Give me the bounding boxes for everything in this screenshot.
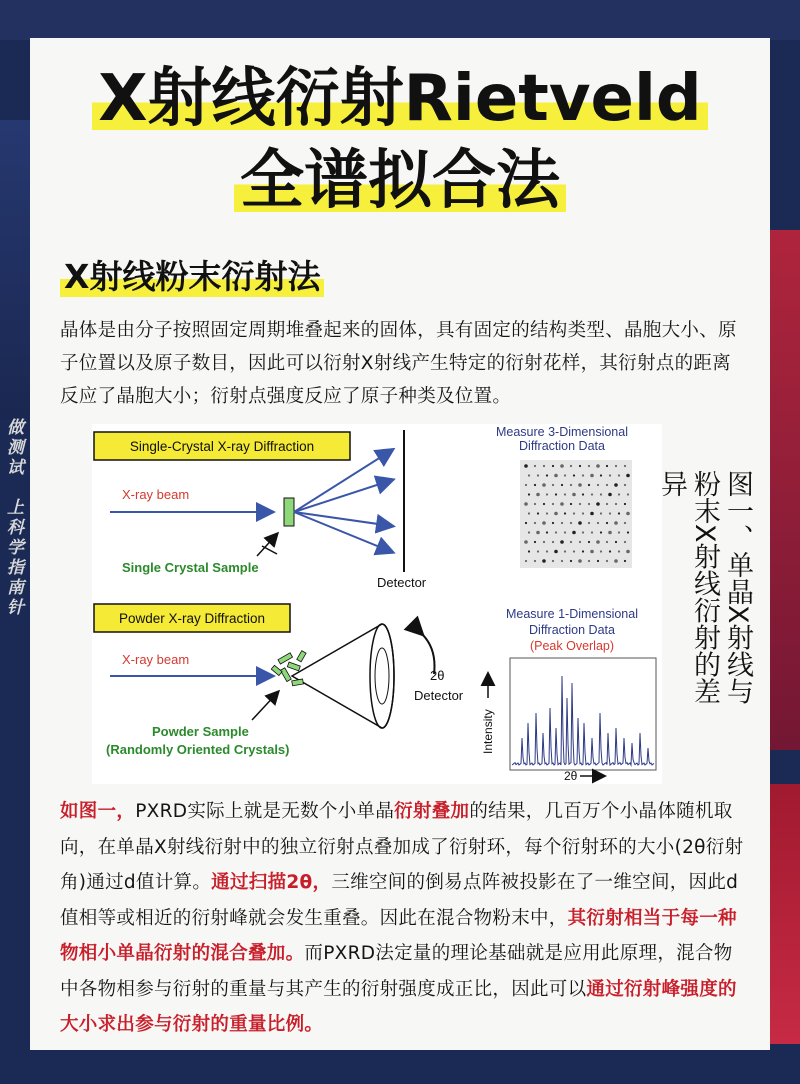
- title-line-1: X射线衍射Rietveld: [92, 62, 707, 136]
- single-crystal-title: Single-Crystal X-ray Diffraction: [129, 439, 315, 454]
- body-segment-1: 如图一，: [60, 801, 136, 822]
- measure-1d-line1: Measure 1-Dimensional: [505, 607, 639, 621]
- background-red-stripe: [770, 230, 800, 750]
- side-char-7: 指: [7, 558, 25, 578]
- side-char-2: 试: [7, 458, 25, 478]
- background-top: [0, 0, 800, 40]
- body-segment-2: PXRD实际上就是无数个小单晶: [135, 801, 395, 822]
- body-segment-9: 通过衍射峰强度的大小求出参与衍射的重量比例。: [60, 978, 737, 1035]
- xray-beam-label-2: X-ray beam: [122, 652, 190, 667]
- measure-3d-line1: Measure 3-Dimensional: [495, 425, 629, 439]
- figure-caption: 图一、单晶X射线与粉末X射线衍射的差异: [656, 470, 753, 705]
- side-char-5: 科: [7, 518, 25, 538]
- intensity-axis-label: Intensity: [481, 709, 495, 754]
- cone-base-outer: [370, 624, 394, 728]
- side-vertical-watermark: [4, 418, 28, 618]
- powder-sample-line1: Powder Sample: [152, 724, 249, 739]
- body-segment-5: 通过扫描2θ，: [211, 872, 332, 893]
- peak-overlap-label: (Peak Overlap): [529, 639, 615, 653]
- section-heading: X射线粉末衍射法: [60, 255, 324, 299]
- detector-label-1: Detector: [377, 575, 427, 590]
- pointer-arrow-2: [252, 692, 278, 720]
- single-crystal-sample: [284, 498, 294, 526]
- diffracted-ray-2: [294, 480, 392, 512]
- two-theta-label: 2θ: [430, 668, 445, 683]
- body-segment-7: 其衍射相当于每一种物相小单晶衍射的混合叠加。: [60, 907, 737, 964]
- powder-sample-line2: (Randomly Oriented Crystals): [106, 742, 290, 757]
- detector-label-2: Detector: [414, 688, 464, 703]
- diffraction-figure: [92, 424, 662, 784]
- diffraction-figure-svg: [92, 424, 662, 784]
- single-crystal-sample-label: Single Crystal Sample: [122, 560, 259, 575]
- powder-title: Powder X-ray Diffraction: [118, 611, 266, 626]
- side-char-0: 做: [7, 418, 25, 438]
- side-char-9: 针: [7, 598, 25, 618]
- background-left-accent: [0, 120, 30, 420]
- cone-base-inner: [375, 648, 389, 704]
- side-char-1: 测: [7, 438, 25, 458]
- diffraction-cone: [292, 624, 394, 728]
- page-title: [30, 58, 770, 222]
- pxrd-pattern-line: [512, 676, 654, 765]
- xray-beam-label-1: X-ray beam: [122, 487, 190, 502]
- side-char-6: 学: [7, 538, 25, 558]
- body-segment-4: 的结果，几百万个小晶体随机取向，在单晶X射线衍射中的独立衍射点叠加成了衍射环，每个衍射环的大小(2θ衍射角)通过d值计算。: [60, 801, 744, 893]
- diffraction-pattern-image: [520, 460, 632, 568]
- body-paragraph: [60, 794, 750, 1043]
- side-char-8: 南: [7, 578, 25, 598]
- body-segment-3: 衍射叠加: [394, 801, 470, 822]
- title-line-2: 全谱拟合法: [234, 144, 566, 218]
- intro-paragraph: 晶体是由分子按照固定周期堆叠起来的固体，具有固定的结构类型、晶胞大小、原子位置以及原子数目，因此可以衍射X射线产生特定的衍射花样，其衍射点的距离反应了晶胞大小；衍射点强度反应了原子种类及位置。: [60, 320, 737, 407]
- side-char-4: 上: [7, 498, 25, 518]
- body-segment-6: 三维空间的倒易点阵被投影在了一维空间，因此d值相等或相近的衍射峰就会发生重叠。因此在混合物粉末中，: [60, 872, 739, 929]
- background-red-stripe-lower: [770, 784, 800, 1044]
- two-theta-axis-label: 2θ: [564, 769, 578, 783]
- side-char-3: [4, 478, 28, 498]
- measure-1d-line2: Diffraction Data: [529, 623, 615, 637]
- powder-crystals: [271, 651, 306, 686]
- measure-3d-line2: Diffraction Data: [519, 439, 605, 453]
- body-segment-8: 而PXRD法定量的理论基础就是应用此原理，混合物中各物相参与衍射的重量与其产生的衍射强度成正比，因此可以: [60, 943, 733, 1000]
